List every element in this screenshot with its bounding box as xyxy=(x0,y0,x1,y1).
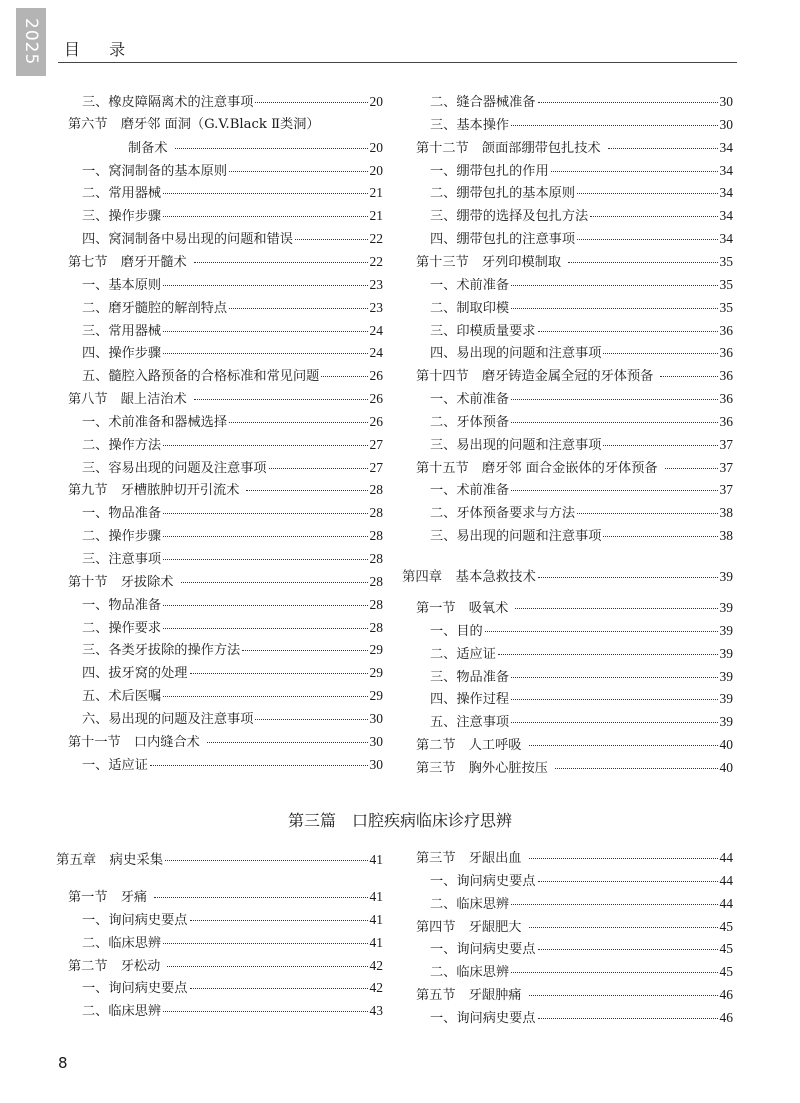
toc-section-entry[interactable] xyxy=(68,574,383,591)
dot-leader xyxy=(167,966,367,967)
toc-page-number: 30 xyxy=(369,710,383,726)
toc-entry-label: 一、基本原则 xyxy=(82,277,162,293)
toc-entry-label: 三、易出现的问题和注意事项 xyxy=(430,437,602,453)
toc-section-entry[interactable] xyxy=(416,850,733,867)
dot-leader xyxy=(181,582,368,583)
toc-page-number: 36 xyxy=(719,322,733,338)
toc-entry-label: 一、窝洞制备的基本原则 xyxy=(82,163,228,179)
toc-chapter-entry[interactable] xyxy=(402,569,733,586)
dot-leader xyxy=(321,376,367,377)
toc-page-number: 37 xyxy=(719,436,733,452)
toc-entry-label: 四、操作过程 xyxy=(430,692,510,708)
toc-page-number: 23 xyxy=(369,276,383,292)
toc-entry-label: 第三节 牙龈出血 xyxy=(416,851,522,866)
toc-page-number: 46 xyxy=(719,1009,733,1025)
toc-entry-label: 五、术后医嘱 xyxy=(82,689,162,705)
toc-entry-label: 二、牙体预备要求与方法 xyxy=(430,506,576,522)
toc-item-entry[interactable] xyxy=(82,94,383,111)
toc-item-entry[interactable] xyxy=(430,669,733,686)
toc-item-entry[interactable] xyxy=(82,1003,383,1020)
toc-entry-label: 一、目的 xyxy=(430,623,483,639)
dot-leader xyxy=(511,904,717,905)
toc-page-number: 28 xyxy=(369,619,383,635)
dot-leader xyxy=(555,768,718,769)
toc-page-number: 23 xyxy=(369,299,383,315)
toc-item-entry[interactable] xyxy=(430,964,733,981)
toc-page-number: 29 xyxy=(369,642,383,658)
toc-section-entry[interactable] xyxy=(68,391,383,408)
toc-item-entry[interactable] xyxy=(430,391,733,408)
toc-item-entry[interactable] xyxy=(430,163,733,180)
toc-entry-label: 第二节 牙松动 xyxy=(68,958,161,974)
toc-entry-label: 四、易出现的问题和注意事项 xyxy=(430,346,602,362)
toc-section-entry[interactable] xyxy=(68,958,383,975)
toc-item-entry[interactable] xyxy=(430,482,733,499)
toc-entry-label: 二、制取印模 xyxy=(430,300,510,316)
toc-entry-label: 三、常用器械 xyxy=(82,323,162,339)
toc-page-number: 39 xyxy=(719,600,733,615)
year-tab: 2025 xyxy=(16,8,46,76)
toc-page-number: 37 xyxy=(719,482,733,498)
toc-item-entry[interactable] xyxy=(430,1010,733,1027)
toc-entry-label: 二、磨牙髓腔的解剖特点 xyxy=(82,300,228,316)
toc-item-entry[interactable] xyxy=(82,231,383,248)
page-number: 8 xyxy=(58,1054,68,1072)
dot-leader xyxy=(246,490,367,491)
toc-entry-label: 第七节 磨牙开髓术 xyxy=(68,254,187,270)
dot-leader xyxy=(190,920,368,921)
toc-page-number: 35 xyxy=(719,299,733,315)
toc-item-entry[interactable] xyxy=(430,231,733,248)
toc-entry-label: 三、物品准备 xyxy=(430,669,510,685)
toc-item-entry[interactable] xyxy=(82,323,383,340)
toc-page-number: 30 xyxy=(719,116,733,132)
dot-leader xyxy=(154,897,367,898)
toc-entry-label: 二、临床思辨 xyxy=(430,965,510,981)
toc-page-number: 35 xyxy=(719,253,733,269)
toc-entry-label: 第十一节 口内缝合术 xyxy=(68,734,200,750)
toc-page-number: 29 xyxy=(369,688,383,704)
dot-leader xyxy=(538,881,718,882)
toc-page-number: 40 xyxy=(719,737,733,753)
dot-leader xyxy=(163,1011,367,1012)
toc-page-number: 39 xyxy=(719,622,733,638)
dot-leader xyxy=(194,399,368,400)
toc-entry-label: 三、操作步骤 xyxy=(82,209,162,225)
dot-leader xyxy=(163,216,367,217)
toc-item-entry[interactable] xyxy=(82,642,383,659)
toc-section-entry[interactable] xyxy=(416,140,733,157)
toc-item-entry[interactable] xyxy=(430,208,733,225)
toc-item-entry[interactable] xyxy=(430,896,733,913)
toc-entry-label: 三、易出现的问题和注意事项 xyxy=(430,529,602,545)
toc-entry-label: 二、绷带包扎的基本原则 xyxy=(430,186,576,202)
toc-item-entry[interactable] xyxy=(430,505,733,522)
toc-page-number: 36 xyxy=(719,391,733,407)
toc-entry-label: 一、询问病史要点 xyxy=(430,942,536,958)
toc-section-entry[interactable] xyxy=(416,987,733,1004)
dot-leader xyxy=(529,858,718,859)
toc-entry-label: 一、适应证 xyxy=(82,757,148,773)
dot-leader xyxy=(229,171,367,172)
toc-entry-label: 一、绷带包扎的作用 xyxy=(430,163,549,179)
dot-leader xyxy=(150,765,368,766)
toc-page-number: 46 xyxy=(719,987,733,1003)
toc-page-number: 20 xyxy=(369,162,383,178)
toc-entry-label: 六、易出现的问题及注意事项 xyxy=(82,711,254,727)
toc-entry-label: 三、注意事项 xyxy=(82,552,162,567)
dot-leader xyxy=(511,422,717,423)
toc-section-entry[interactable] xyxy=(68,889,383,906)
dot-leader xyxy=(511,490,717,491)
toc-entry-label: 第五章 病史采集 xyxy=(56,853,164,868)
toc-section-entry[interactable] xyxy=(68,254,383,271)
toc-entry-label: 一、询问病史要点 xyxy=(430,873,536,889)
dot-leader xyxy=(660,376,717,377)
toc-item-entry[interactable] xyxy=(430,437,733,454)
dot-leader xyxy=(538,949,718,950)
dot-leader xyxy=(515,608,717,609)
toc-entry-label: 第十二节 颌面部绷带包扎技术 xyxy=(416,140,601,156)
toc-page-number: 38 xyxy=(719,505,733,521)
toc-page-number: 20 xyxy=(369,94,383,109)
toc-page-number: 45 xyxy=(719,918,733,934)
toc-item-entry[interactable] xyxy=(430,873,733,890)
toc-entry-label: 一、术前准备 xyxy=(430,277,510,293)
toc-page-number: 36 xyxy=(719,413,733,429)
dot-leader xyxy=(269,468,368,469)
toc-page-number: 30 xyxy=(369,733,383,749)
toc-page-number: 39 xyxy=(719,691,733,707)
toc-section-entry[interactable] xyxy=(416,254,733,271)
dot-leader xyxy=(511,722,717,723)
toc-page-number: 34 xyxy=(719,162,733,178)
toc-item-entry[interactable] xyxy=(430,185,733,202)
toc-page-number: 43 xyxy=(369,1003,383,1019)
toc-page-number: 42 xyxy=(369,957,383,973)
toc-page-number: 34 xyxy=(719,185,733,201)
toc-entry-label: 一、询问病史要点 xyxy=(430,1010,536,1026)
toc-entry-label: 二、操作方法 xyxy=(82,437,162,453)
dot-leader xyxy=(511,308,717,309)
toc-page-number: 41 xyxy=(369,934,383,950)
dot-leader xyxy=(538,577,718,578)
dot-leader xyxy=(568,262,717,263)
toc-entry-label: 第八节 龈上洁治术 xyxy=(68,392,187,408)
toc-page-number: 41 xyxy=(369,911,383,927)
toc-page-number: 44 xyxy=(719,895,733,911)
toc-page-number: 28 xyxy=(369,482,383,498)
dot-leader xyxy=(577,239,717,240)
dot-leader xyxy=(163,353,367,354)
dot-leader xyxy=(163,513,367,514)
toc-page-number: 39 xyxy=(719,569,733,584)
toc-item-entry[interactable] xyxy=(82,620,383,637)
dot-leader xyxy=(577,193,717,194)
toc-item-entry[interactable] xyxy=(82,368,383,385)
toc-item-entry[interactable] xyxy=(82,665,383,682)
toc-item-entry[interactable] xyxy=(82,437,383,454)
dot-leader xyxy=(255,719,367,720)
dot-leader xyxy=(163,536,367,537)
toc-entry-label: 第二节 人工呼吸 xyxy=(416,738,522,754)
toc-page-number: 45 xyxy=(719,964,733,980)
toc-page-number: 27 xyxy=(369,436,383,452)
toc-entry-label: 第十四节 磨牙铸造金属全冠的牙体预备 xyxy=(416,369,654,385)
toc-page-number: 28 xyxy=(369,573,383,589)
dot-leader xyxy=(163,943,367,944)
toc-page-number: 30 xyxy=(719,94,733,109)
dot-leader xyxy=(529,745,718,746)
toc-entry-label: 三、印模质量要求 xyxy=(430,323,536,339)
dot-leader xyxy=(538,1018,718,1019)
toc-page-number: 28 xyxy=(369,528,383,544)
dot-leader xyxy=(163,605,367,606)
dot-leader xyxy=(163,628,367,629)
toc-entry-label: 第四节 牙龈肥大 xyxy=(416,919,522,935)
toc-item-entry[interactable] xyxy=(82,185,383,202)
dot-leader xyxy=(163,331,367,332)
toc-page-number: 26 xyxy=(369,391,383,407)
toc-page-number: 44 xyxy=(719,872,733,888)
toc-page-number: 41 xyxy=(369,889,383,904)
toc-item-entry[interactable] xyxy=(82,460,383,477)
dot-leader xyxy=(498,654,718,655)
toc-entry-label: 二、缝合器械准备 xyxy=(430,95,536,110)
toc-item-entry[interactable] xyxy=(82,597,383,614)
toc-section-entry[interactable] xyxy=(68,482,383,499)
toc-entry-label: 第一节 吸氧术 xyxy=(416,601,509,616)
dot-leader xyxy=(165,860,367,861)
toc-entry-label: 四、绷带包扎的注意事项 xyxy=(430,232,576,248)
toc-page-number: 26 xyxy=(369,413,383,429)
toc-entry-label-continued: 制备术 xyxy=(128,140,168,156)
toc-item-entry[interactable] xyxy=(430,623,733,640)
toc-page-number: 44 xyxy=(719,850,733,865)
dot-leader xyxy=(511,972,717,973)
dot-leader xyxy=(175,148,368,149)
toc-page-number: 45 xyxy=(719,941,733,957)
toc-item-entry[interactable] xyxy=(430,714,733,731)
toc-page-number: 24 xyxy=(369,345,383,361)
toc-section-entry[interactable] xyxy=(128,140,383,157)
toc-item-entry[interactable] xyxy=(82,711,383,728)
dot-leader xyxy=(511,399,717,400)
toc-entry-label: 第十节 牙拔除术 xyxy=(68,574,174,590)
toc-page-number: 42 xyxy=(369,980,383,996)
toc-section-entry[interactable] xyxy=(416,760,733,777)
toc-entry-label: 四、拔牙窝的处理 xyxy=(82,666,188,682)
toc-page-number: 20 xyxy=(369,139,383,155)
toc-item-entry[interactable] xyxy=(82,163,383,180)
dot-leader xyxy=(511,677,717,678)
toc-entry-label: 五、髓腔入路预备的合格标准和常见问题 xyxy=(82,369,320,385)
dot-leader xyxy=(608,148,718,149)
dot-leader xyxy=(529,995,718,996)
dot-leader xyxy=(255,102,367,103)
toc-item-entry[interactable] xyxy=(82,505,383,522)
toc-entry-label: 五、注意事项 xyxy=(430,715,510,731)
toc-page-number: 41 xyxy=(369,852,383,867)
toc-entry-label: 第六节 磨牙邻 面洞（G.V.Black Ⅱ类洞） xyxy=(68,116,320,132)
dot-leader xyxy=(538,331,718,332)
toc-item-entry[interactable] xyxy=(430,277,733,294)
toc-page-number: 38 xyxy=(719,528,733,544)
toc-item-entry[interactable] xyxy=(82,688,383,705)
toc-entry-label: 一、物品准备 xyxy=(82,597,162,613)
toc-page-number: 35 xyxy=(719,276,733,292)
toc-page-number: 36 xyxy=(719,345,733,361)
dot-leader xyxy=(163,559,367,560)
dot-leader xyxy=(529,927,718,928)
dot-leader xyxy=(665,468,718,469)
toc-entry-label: 三、各类牙拔除的操作方法 xyxy=(82,643,241,659)
toc-page-number: 21 xyxy=(369,208,383,224)
toc-entry-label: 三、基本操作 xyxy=(430,117,510,133)
dot-leader xyxy=(163,696,367,697)
dot-leader xyxy=(511,285,717,286)
toc-page-number: 37 xyxy=(719,459,733,475)
page-title: 目 录 xyxy=(64,40,138,59)
dot-leader xyxy=(603,445,717,446)
dot-leader xyxy=(511,125,717,126)
toc-entry-label: 三、容易出现的问题及注意事项 xyxy=(82,460,267,476)
toc-entry-label: 第十三节 牙列印模制取 xyxy=(416,254,562,270)
toc-entry-label: 第一节 牙痛 xyxy=(68,890,148,905)
toc-entry-label: 一、术前准备 xyxy=(430,483,510,499)
toc-page-number: 39 xyxy=(719,645,733,661)
toc-entry-label: 第四章 基本急救技术 xyxy=(402,570,536,585)
toc-item-entry[interactable] xyxy=(430,528,733,545)
toc-item-entry[interactable] xyxy=(430,941,733,958)
toc-section-entry[interactable] xyxy=(416,368,733,385)
toc-page-number: 34 xyxy=(719,208,733,224)
dot-leader xyxy=(163,445,367,446)
dot-leader xyxy=(242,650,367,651)
toc-entry-label: 一、术前准备 xyxy=(430,392,510,408)
toc-section-entry[interactable] xyxy=(416,460,733,477)
toc-page-number: 29 xyxy=(369,665,383,681)
toc-item-entry[interactable] xyxy=(82,757,383,774)
toc-item-entry[interactable] xyxy=(82,935,383,952)
toc-entry-label: 三、绷带的选择及包扎方法 xyxy=(430,209,589,225)
dot-leader xyxy=(190,988,368,989)
dot-leader xyxy=(603,536,717,537)
toc-item-entry[interactable] xyxy=(430,345,733,362)
dot-leader xyxy=(229,308,367,309)
toc-item-entry[interactable] xyxy=(82,277,383,294)
dot-leader xyxy=(538,102,718,103)
dot-leader xyxy=(551,171,718,172)
toc-page-number: 36 xyxy=(719,368,733,384)
toc-page-number: 28 xyxy=(369,551,383,566)
toc-entry-label: 一、询问病史要点 xyxy=(82,912,188,928)
toc-entry-label: 一、术前准备和器械选择 xyxy=(82,414,228,430)
toc-entry-label: 四、窝洞制备中易出现的问题和错误 xyxy=(82,232,293,248)
toc-item-entry[interactable] xyxy=(430,117,733,134)
dot-leader xyxy=(163,285,367,286)
toc-item-entry[interactable] xyxy=(82,208,383,225)
toc-entry-label: 第九节 牙槽脓肿切开引流术 xyxy=(68,483,240,499)
toc-entry-label: 第三节 胸外心脏按压 xyxy=(416,760,548,776)
toc-entry-label: 三、橡皮障隔离术的注意事项 xyxy=(82,95,254,110)
toc-entry-label: 四、操作步骤 xyxy=(82,346,162,362)
toc-page-number: 28 xyxy=(369,505,383,521)
toc-page-number: 26 xyxy=(369,368,383,384)
dot-leader xyxy=(577,513,717,514)
toc-entry-label: 二、常用器械 xyxy=(82,186,162,202)
toc-item-entry[interactable] xyxy=(82,300,383,317)
toc-page-number: 22 xyxy=(369,231,383,247)
dot-leader xyxy=(194,262,368,263)
toc-item-entry[interactable] xyxy=(82,980,383,997)
dot-leader xyxy=(603,353,717,354)
toc-entry-label: 二、临床思辨 xyxy=(82,935,162,951)
toc-entry-label: 一、询问病史要点 xyxy=(82,981,188,997)
toc-page-number: 40 xyxy=(719,759,733,775)
part-title: 第三篇 口腔疾病临床诊疗思辨 xyxy=(287,811,512,830)
toc-section-entry[interactable] xyxy=(68,734,383,751)
toc-entry-label: 一、物品准备 xyxy=(82,506,162,522)
toc-section-entry[interactable] xyxy=(416,600,733,617)
toc-section-entry[interactable] xyxy=(416,737,733,754)
toc-entry-label: 二、牙体预备 xyxy=(430,414,510,430)
toc-page-number: 39 xyxy=(719,668,733,684)
dot-leader xyxy=(229,422,367,423)
toc-item-entry[interactable] xyxy=(82,345,383,362)
toc-entry-label: 第五节 牙龈肿痛 xyxy=(416,988,522,1004)
dot-leader xyxy=(190,673,368,674)
toc-item-entry[interactable] xyxy=(430,414,733,431)
toc-section-entry-line1 xyxy=(68,117,383,133)
toc-page-number: 22 xyxy=(369,253,383,269)
toc-page-number: 24 xyxy=(369,322,383,338)
toc-page-number: 34 xyxy=(719,231,733,247)
toc-item-entry[interactable] xyxy=(430,300,733,317)
toc-page-number: 34 xyxy=(719,139,733,155)
dot-leader xyxy=(590,216,717,217)
toc-item-entry[interactable] xyxy=(82,414,383,431)
dot-leader xyxy=(511,699,717,700)
toc-page-number: 39 xyxy=(719,714,733,730)
toc-entry-label: 二、临床思辨 xyxy=(82,1004,162,1020)
toc-item-entry[interactable] xyxy=(430,646,733,663)
toc-item-entry[interactable] xyxy=(430,691,733,708)
dot-leader xyxy=(485,631,718,632)
toc-page-number: 27 xyxy=(369,459,383,475)
toc-section-entry[interactable] xyxy=(416,919,733,936)
toc-entry-label: 二、适应证 xyxy=(430,646,496,662)
dot-leader xyxy=(207,742,368,743)
toc-item-entry[interactable] xyxy=(430,323,733,340)
toc-entry-label: 第十五节 磨牙邻 面合金嵌体的牙体预备 xyxy=(416,460,658,476)
dot-leader xyxy=(163,193,367,194)
toc-entry-label: 二、操作步骤 xyxy=(82,529,162,545)
toc-page-number: 28 xyxy=(369,596,383,612)
toc-item-entry[interactable] xyxy=(82,912,383,929)
toc-chapter-entry[interactable] xyxy=(56,852,383,869)
dot-leader xyxy=(295,239,368,240)
toc-entry-label: 二、操作要求 xyxy=(82,620,162,636)
toc-entry-label: 二、临床思辨 xyxy=(430,896,510,912)
toc-item-entry[interactable] xyxy=(82,528,383,545)
toc-page-number: 30 xyxy=(369,756,383,772)
toc-page-number: 21 xyxy=(369,185,383,201)
toc-item-entry[interactable] xyxy=(430,94,733,111)
toc-item-entry[interactable] xyxy=(82,551,383,568)
header-divider xyxy=(58,62,737,63)
